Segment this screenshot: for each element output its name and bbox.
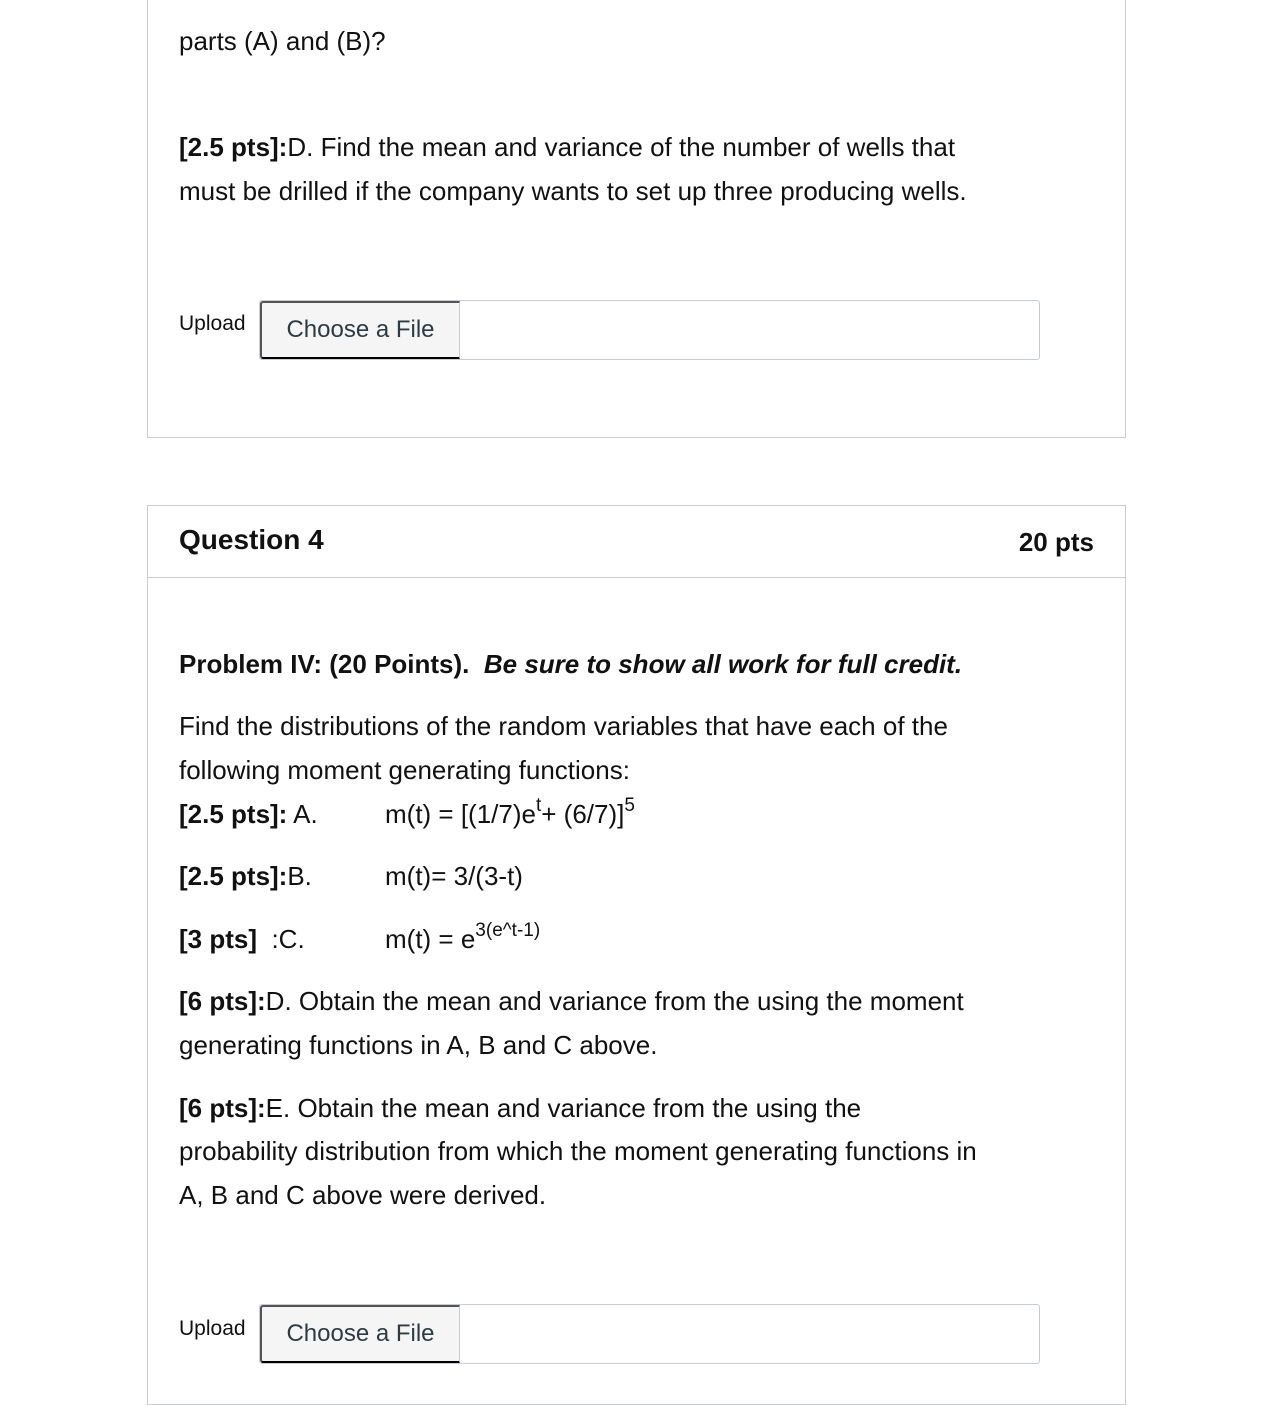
part-a-letter: A.: [287, 799, 318, 829]
intro-line1: Find the distributions of the random variables that have each of the: [179, 711, 948, 741]
problem-heading: Problem IV: (20 Points). Be sure to show all work for full credit.: [179, 649, 963, 679]
previous-upload-label: Upload: [179, 312, 246, 335]
part-e-line3: A, B and C above were derived.: [179, 1180, 547, 1210]
intro-line2: following moment generating functions:: [179, 755, 630, 785]
previous-choose-file-button[interactable]: Choose a File: [260, 301, 460, 359]
previous-file-upload-field[interactable]: [259, 300, 1040, 360]
part-b-formula: m(t)= 3/(3-t): [385, 861, 523, 891]
part-c-points: [3 pts]: [179, 924, 257, 954]
part-e-line1: [6 pts]:E. Obtain the mean and variance from the using the: [179, 1093, 862, 1123]
question-points: 20 pts: [1018, 527, 1094, 557]
problem-emphasis: Be sure to show all work for full credit.: [483, 649, 963, 679]
part-a-points: [2.5 pts]:: [179, 799, 288, 829]
question-title: Question 4: [179, 524, 324, 555]
part-b: [179, 854, 312, 898]
previous-part-d-line1: [2.5 pts]:D. Find the mean and variance of the number of wells that: [179, 132, 956, 162]
part-d-points: [6 pts]:: [179, 986, 266, 1016]
previous-question-continuation: parts (A) and (B)?: [179, 26, 386, 56]
part-d-line2: generating functions in A, B and C above.: [179, 1030, 658, 1060]
file-upload-field[interactable]: [259, 1304, 1040, 1364]
part-b-points: [2.5 pts]:: [179, 861, 288, 891]
part-a: [179, 792, 318, 836]
part-e-line2: probability distribution from which the moment generating functions in: [179, 1136, 977, 1166]
part-b-letter: B.: [287, 861, 312, 891]
choose-file-button[interactable]: Choose a File: [260, 1305, 460, 1363]
question-4-card: [147, 505, 1126, 1405]
part-d-line1: [6 pts]:D. Obtain the mean and variance from the using the moment: [179, 986, 964, 1016]
upload-label: Upload: [179, 1317, 246, 1340]
part-e-points: [6 pts]:: [179, 1093, 266, 1123]
part-c: [179, 917, 305, 961]
part-c-letter: :C.: [257, 924, 305, 954]
part-a-formula: $m(t) = [(1/7)e^t+ (6/7)]^5$: [385, 795, 635, 829]
previous-question-card: [147, 0, 1126, 438]
previous-part-d-line2: must be drilled if the company wants to set up three producing wells.: [179, 176, 967, 206]
previous-part-d-points: [2.5 pts]:: [179, 132, 288, 162]
part-c-formula: $m(t) = e^{3(e\^{}t-1)}$: [385, 920, 541, 954]
question-header: [148, 506, 1125, 578]
